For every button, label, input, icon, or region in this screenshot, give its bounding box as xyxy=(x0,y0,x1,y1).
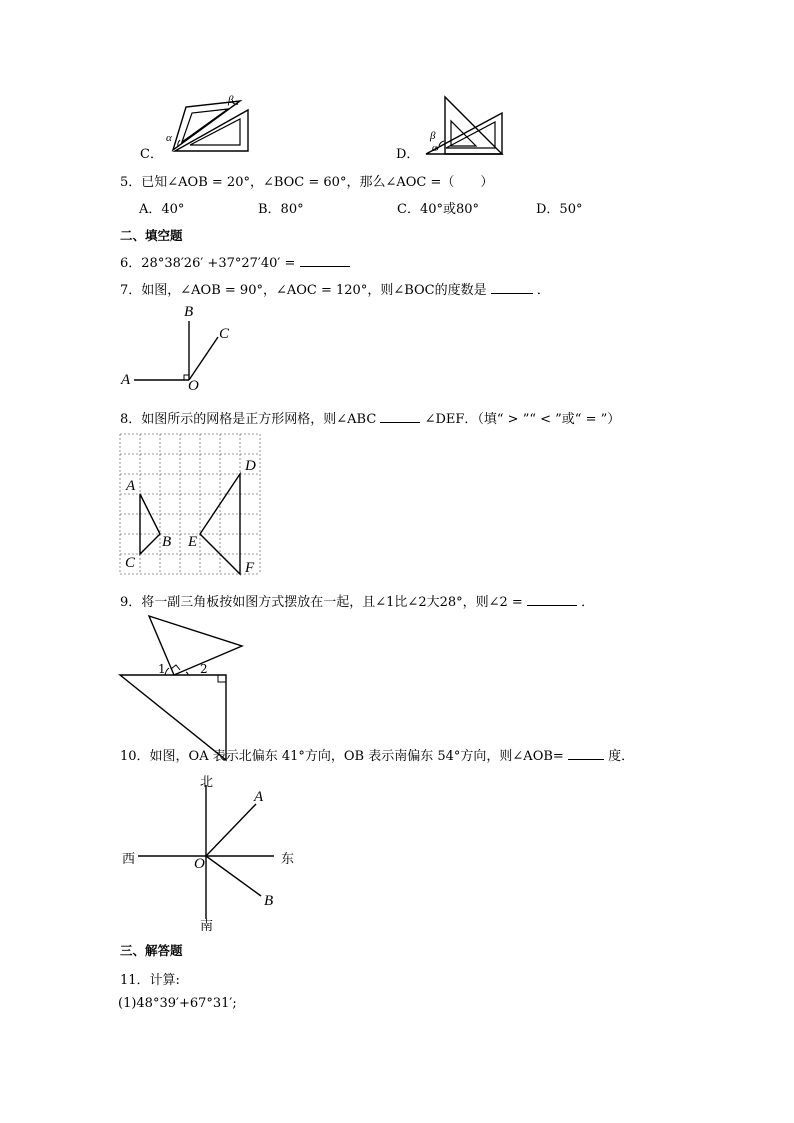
q4-option-d-label: D． xyxy=(396,147,420,162)
q10-label-b: B xyxy=(264,893,274,909)
q6-text: 6．28°38′26′ +37°27′40′ = xyxy=(120,256,296,271)
q10-stem xyxy=(120,745,634,764)
q4-option-c[interactable] xyxy=(140,94,260,162)
q10-label-o: O xyxy=(194,856,205,872)
q9-angle-2-label: 2 xyxy=(200,662,208,676)
q11-stem: 11．计算: xyxy=(120,973,180,988)
q8-label-d: D xyxy=(245,458,256,474)
q6-answer-blank[interactable] xyxy=(300,254,350,267)
q7-figure xyxy=(118,304,238,394)
q4-c-beta: β xyxy=(228,94,234,106)
q9-angle-1-label: 1 xyxy=(158,662,166,676)
q9-text: 9．将一副三角板按如图方式摆放在一起，且∠1比∠2大28°，则∠2 = xyxy=(120,595,523,610)
q9-figure xyxy=(118,612,248,762)
q7-label-a: A xyxy=(121,372,131,388)
q4-figure-c xyxy=(140,94,260,158)
q5-option-c[interactable]: C．40°或80° xyxy=(397,202,480,217)
q7-label-o: O xyxy=(188,378,199,394)
q11-part-1: (1)48°39′+67°31′; xyxy=(118,996,237,1011)
q7-stem xyxy=(120,279,550,298)
q8-text: 8．如图所示的网格是正方形网格，则∠ABC xyxy=(120,412,377,427)
q4-option-d[interactable] xyxy=(396,94,526,162)
q5-option-d[interactable]: D．50° xyxy=(536,202,583,217)
q8-label-b: B xyxy=(162,534,172,550)
q10-label-north: 北 xyxy=(200,775,214,790)
q10-label-south: 南 xyxy=(200,919,214,934)
q10-answer-blank[interactable] xyxy=(568,747,604,760)
q10-label-west: 西 xyxy=(122,852,136,867)
q9-answer-blank[interactable] xyxy=(527,593,577,606)
q4-d-alpha: α xyxy=(432,143,438,154)
q7-text: 7．如图，∠AOB = 90°，∠AOC = 120°，则∠BOC的度数是 xyxy=(120,283,487,298)
q9-text-end: ． xyxy=(581,595,595,610)
q8-label-f: F xyxy=(245,560,255,576)
q5-option-a[interactable]: A．40° xyxy=(139,202,185,217)
q10-text: 10．如图，OA 表示北偏东 41°方向，OB 表示南偏东 54°方向，则∠AOB= xyxy=(120,749,564,764)
q10-label-east: 东 xyxy=(281,852,295,867)
q4-figure-d xyxy=(396,94,526,158)
q8-text-end: ∠DEF．（填“ > ”“ < ”或“ = ”） xyxy=(424,412,621,427)
q8-label-a: A xyxy=(126,478,136,494)
q6-stem xyxy=(120,252,350,271)
q10-text-end: 度． xyxy=(608,749,635,764)
q7-label-b: B xyxy=(184,304,194,320)
q7-text-end: ． xyxy=(536,283,550,298)
q5-option-b[interactable]: B．80° xyxy=(258,202,304,217)
q10-label-a: A xyxy=(254,789,264,805)
q4-option-c-label: C． xyxy=(140,147,163,162)
section-solve: 三、解答题 xyxy=(120,943,183,958)
q4-c-alpha: α xyxy=(166,132,172,144)
section-fill-in-blank: 二、填空题 xyxy=(120,228,183,243)
q7-label-c: C xyxy=(219,326,230,342)
q4-d-beta: β xyxy=(430,130,436,142)
q9-stem xyxy=(120,591,594,610)
q5-stem: 5．已知∠AOB = 20°，∠BOC = 60°，那么∠AOC =（ ） xyxy=(120,175,494,190)
q8-grid-figure xyxy=(120,434,262,576)
q8-label-c: C xyxy=(125,555,136,571)
q8-label-e: E xyxy=(188,534,198,550)
q8-stem xyxy=(120,408,620,427)
q8-answer-blank[interactable] xyxy=(380,410,420,423)
q7-answer-blank[interactable] xyxy=(491,281,533,294)
